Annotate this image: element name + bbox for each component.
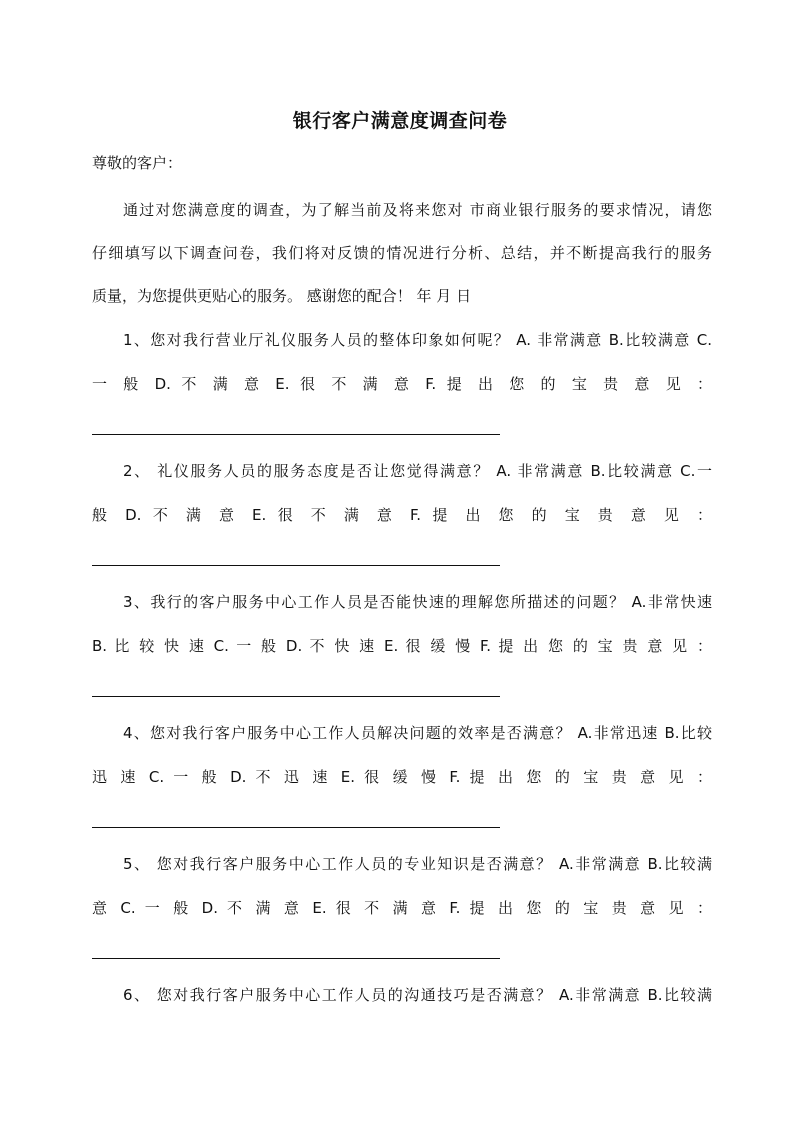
question-3-answer-blank[interactable] bbox=[92, 696, 500, 697]
question-5-answer-blank[interactable] bbox=[92, 958, 500, 959]
question-6-line-1: 6、 您对我行客户服务中心工作人员的沟通技巧是否满意？ A.非常满意 B.比较满 bbox=[123, 986, 712, 1004]
intro-line-3: 质量，为您提供更贴心的服务。 感谢您的配合！ 年 月 日 bbox=[92, 287, 472, 305]
intro-line-2: 仔细填写以下调查问卷，我们将对反馈的情况进行分析、总结，并不断提高我行的服务 bbox=[92, 244, 712, 262]
question-4-answer-blank[interactable] bbox=[92, 827, 500, 828]
question-3-line-1: 3、我行的客户服务中心工作人员是否能快速的理解您所描述的问题？ A.非常快速 bbox=[123, 593, 712, 611]
intro-line-1: 通过对您满意度的调查，为了解当前及将来您对 市商业银行服务的要求情况，请您 bbox=[123, 201, 712, 219]
question-4-line-2: 迅 速 C. 一 般 D. 不 迅 速 E. 很 缓 慢 F. 提 出 您 的 宝 贵 意 见 ： bbox=[92, 768, 712, 786]
question-2-line-1: 2、 礼仪服务人员的服务态度是否让您觉得满意？ A. 非常满意 B.比较满意 C.一 bbox=[123, 462, 712, 480]
page-title: 银行客户满意度调查问卷 bbox=[292, 110, 508, 132]
salutation: 尊敬的客户： bbox=[92, 154, 183, 172]
question-2-answer-blank[interactable] bbox=[92, 565, 500, 566]
question-1-line-2: 一 般 D. 不 满 意 E. 很 不 满 意 F. 提 出 您 的 宝 贵 意 见 ： bbox=[92, 375, 712, 393]
question-2-line-2: 般 D. 不 满 意 E. 很 不 满 意 F. 提 出 您 的 宝 贵 意 见 ： bbox=[92, 506, 712, 524]
question-1-answer-blank[interactable] bbox=[92, 434, 500, 435]
question-4-line-1: 4、您对我行客户服务中心工作人员解决问题的效率是否满意？ A.非常迅速 B.比较 bbox=[123, 724, 712, 742]
question-1-line-1: 1、您对我行营业厅礼仪服务人员的整体印象如何呢？ A. 非常满意 B.比较满意 C. bbox=[123, 331, 712, 349]
question-5-line-2: 意 C. 一 般 D. 不 满 意 E. 很 不 满 意 F. 提 出 您 的 宝 贵 意 见 ： bbox=[92, 899, 712, 917]
question-3-line-2: B. 比 较 快 速 C. 一 般 D. 不 快 速 E. 很 缓 慢 F. 提 出 您 的 宝 贵 意 见 ： bbox=[92, 637, 712, 655]
question-5-line-1: 5、 您对我行客户服务中心工作人员的专业知识是否满意？ A.非常满意 B.比较满 bbox=[123, 855, 712, 873]
